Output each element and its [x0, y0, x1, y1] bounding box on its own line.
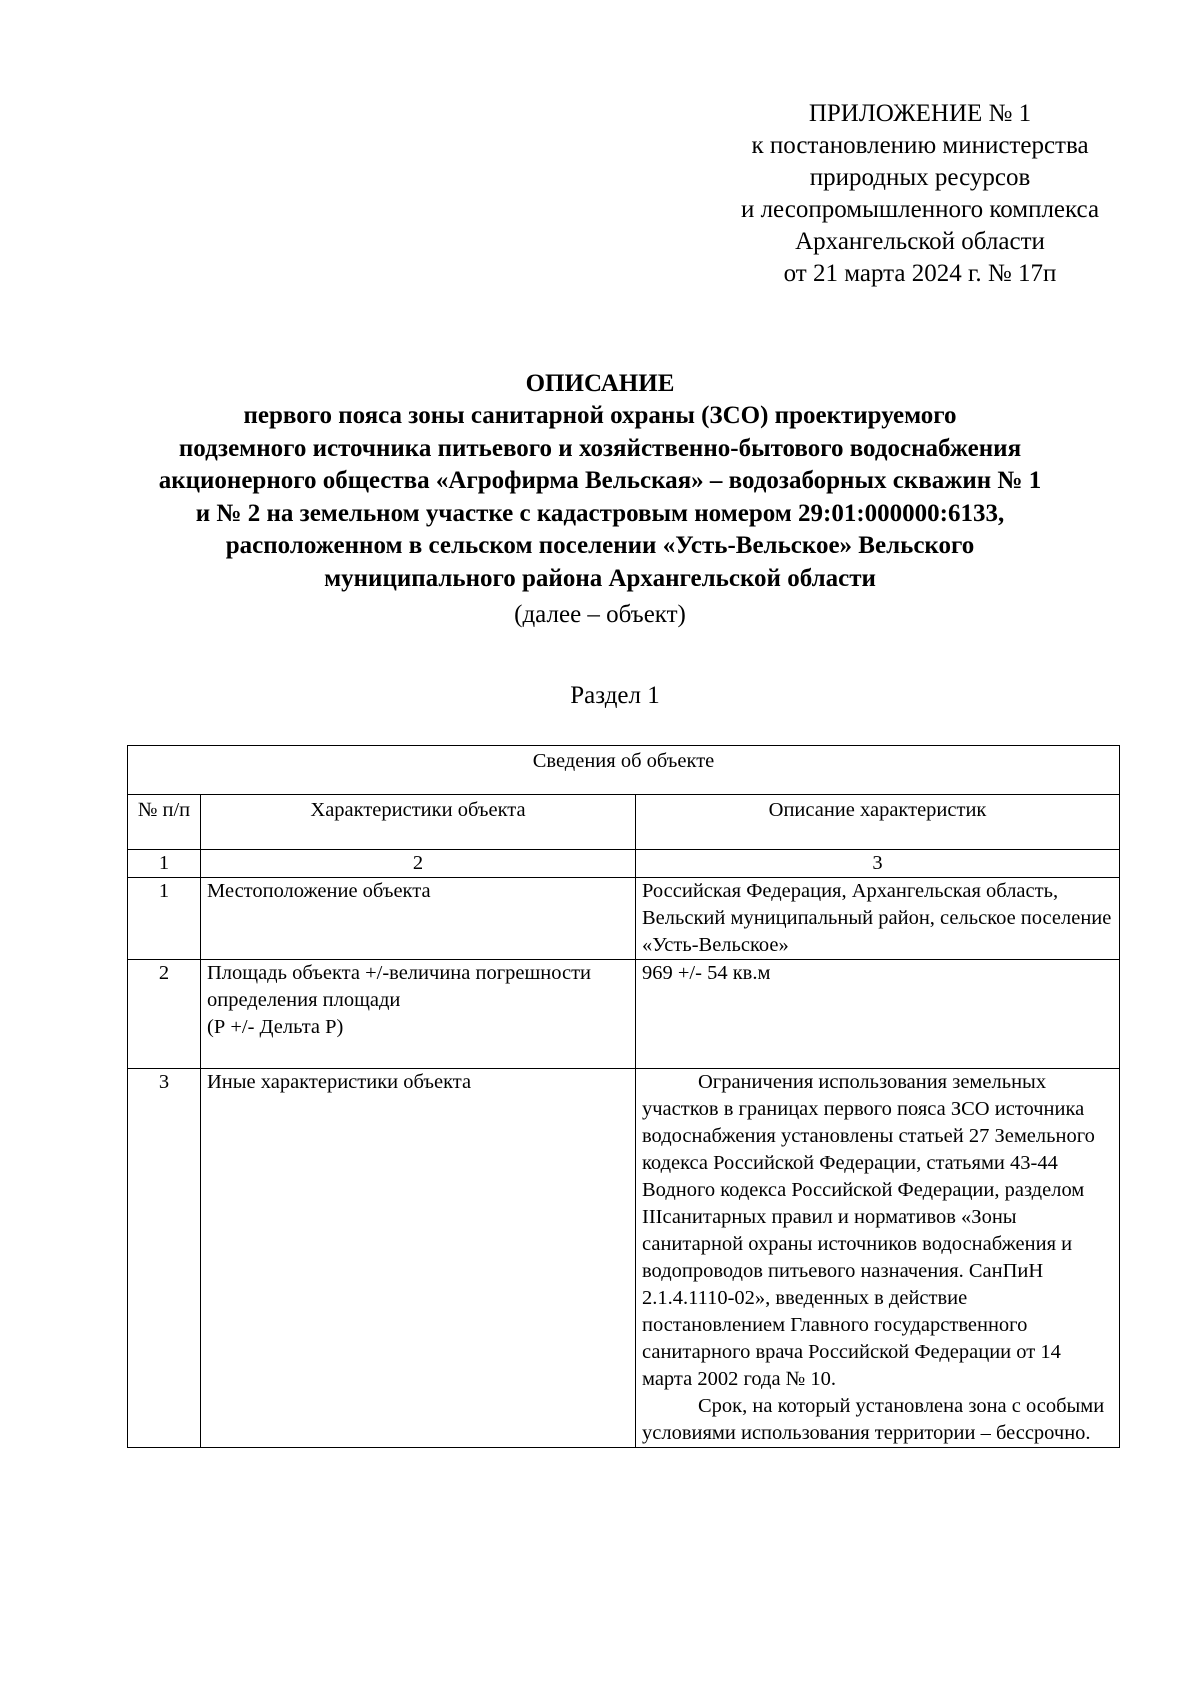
table-caption: Сведения об объекте [128, 746, 1120, 795]
appendix-header [720, 98, 1120, 290]
title-tail: (далее – объект) [514, 601, 686, 628]
document-title [100, 368, 1100, 631]
appendix-line: и лесопромышленного комплекса [740, 196, 1100, 223]
row-characteristic: Иные характеристики объекта [201, 1069, 636, 1448]
appendix-line: природных ресурсов [809, 164, 1031, 191]
header-characteristic: Характеристики объекта [201, 795, 636, 850]
title-line: и № 2 на земельном участке с кадастровым номером 29:01:000000:6133, [195, 499, 1005, 527]
table-row [128, 960, 1120, 1069]
row-characteristic-extra: (Р +/- Дельта Р) [207, 1016, 344, 1038]
header-description: Описание характеристик [636, 795, 1120, 850]
row-number: 1 [128, 878, 201, 960]
column-number: 2 [201, 850, 636, 878]
title-line: муниципального района Архангельской области [324, 564, 876, 592]
row-description: Российская Федерация, Архангельская область, Вельский муниципальный район, сельское поселение «Усть-Вельское» [636, 878, 1120, 960]
title-line: первого пояса зоны санитарной охраны (ЗСО) проектируемого [243, 402, 957, 429]
row-description-cell [636, 1069, 1120, 1448]
title-line: акционерного общества «Агрофирма Вельская» – водозаборных скважин № 1 [158, 467, 1042, 494]
table-header-row [128, 795, 1120, 850]
title-line: расположенном в сельском поселении «Усть-Вельское» Вельского [225, 532, 975, 559]
column-number: 3 [636, 850, 1120, 878]
table-row [128, 1069, 1120, 1448]
row-characteristic: Площадь объекта +/-величина погрешности определения площади [207, 962, 592, 1011]
column-number: 1 [128, 850, 201, 878]
title-line: подземного источника питьевого и хозяйственно-бытового водоснабжения [178, 434, 1022, 462]
row-characteristic-cell [201, 960, 636, 1069]
description-paragraph: Срок, на который установлена зона с особыми условиями использования территории – бессрочно. [642, 1395, 1105, 1444]
header-num: № п/п [128, 795, 201, 850]
description-paragraph: Ограничения использования земельных участков в границах первого пояса ЗСО источника водоснабжения установлены статьей 27 Земельного кодекса Российской Федерации, статьями 43-44 Водного кодекса Российской Федерации, разделом IIIсанитарных правил и нормативов «Зоны санитарной охраны источников водоснабжения и водопроводов питьевого назначения. СанПиН 2.1.4.1110-02», введенных в действие постановлением Главного государственного санитарного врача Российской Федерации от 14 марта 2002 года № 10. [642, 1071, 1095, 1390]
appendix-line: Архангельской области [795, 228, 1045, 255]
appendix-line: ПРИЛОЖЕНИЕ № 1 [808, 100, 1032, 127]
table-row [128, 878, 1120, 960]
title-heading: ОПИСАНИЕ [525, 370, 675, 397]
column-numbers-row [128, 850, 1120, 878]
appendix-line: к постановлению министерства [751, 132, 1089, 159]
section-label: Раздел 1 [570, 682, 660, 709]
row-characteristic: Местоположение объекта [201, 878, 636, 960]
appendix-line: от 21 марта 2024 г. № 17п [783, 260, 1057, 287]
row-number: 3 [128, 1069, 201, 1448]
row-number: 2 [128, 960, 201, 1069]
object-info-table [127, 745, 1120, 1448]
row-description: 969 +/- 54 кв.м [636, 960, 1120, 1069]
